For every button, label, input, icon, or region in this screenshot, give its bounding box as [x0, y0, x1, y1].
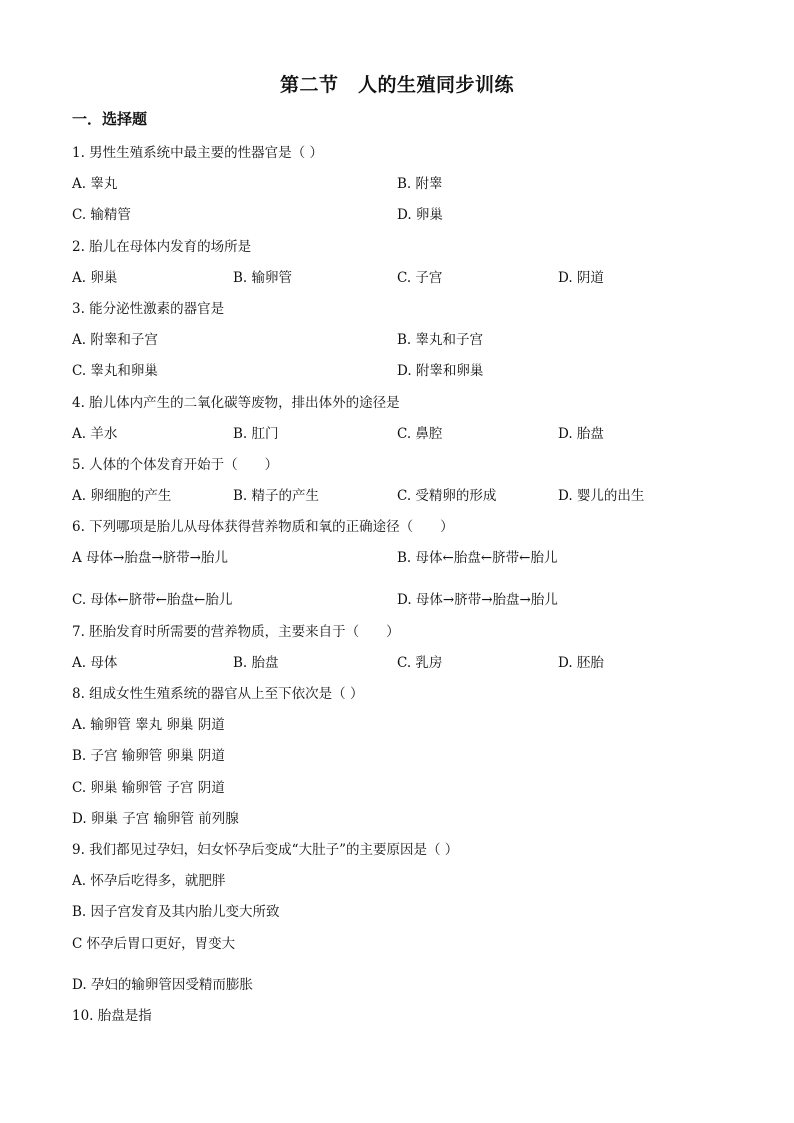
- question-stem: 8. 组成女性生殖系统的器官从上至下依次是（ ）: [72, 686, 364, 702]
- option-d: D. 孕妇的输卵管因受精而膨胀: [72, 977, 253, 993]
- page-title: 第二节 人的生殖同步训练: [279, 74, 514, 96]
- option-a: A. 附睾和子宫: [72, 332, 158, 348]
- option-b: B. 睾丸和子宫: [397, 332, 484, 348]
- option-c: C. 输精管: [72, 207, 131, 223]
- option-d: D. 附睾和卵巢: [397, 363, 484, 379]
- option-a: A 母体→胎盘→脐带→胎儿: [72, 550, 228, 566]
- option-b: B. 因子宫发育及其内胎儿变大所致: [72, 904, 280, 920]
- option-b: B. 母体←胎盘←脐带←胎儿: [397, 550, 558, 566]
- option-d: D. 卵巢: [397, 207, 443, 223]
- question-stem: 3. 能分泌性激素的器官是: [72, 301, 225, 317]
- option-d: D. 婴儿的出生: [558, 488, 645, 504]
- question-stem: 9. 我们都见过孕妇，妇女怀孕后变成“大肚子”的主要原因是（ ）: [72, 842, 459, 858]
- option-c: C. 卵巢 输卵管 子宫 阴道: [72, 780, 225, 796]
- option-c: C. 受精卵的形成: [397, 488, 497, 504]
- option-d: D. 卵巢 子宫 输卵管 前列腺: [72, 811, 239, 827]
- option-c: C. 母体←脐带←胎盘←胎儿: [72, 592, 233, 608]
- question-stem: 4. 胎儿体内产生的二氧化碳等废物，排出体外的途径是: [72, 395, 400, 411]
- option-a: A. 卵细胞的产生: [72, 488, 172, 504]
- option-b: B. 输卵管: [233, 270, 293, 286]
- option-a: A. 母体: [72, 655, 118, 671]
- option-b: B. 精子的产生: [233, 488, 320, 504]
- question-stem: 6. 下列哪项是胎儿从母体获得营养物质和氧的正确途径（ ）: [72, 519, 454, 535]
- option-a: A. 睾丸: [72, 176, 118, 192]
- question-stem: 7. 胚胎发育时所需要的营养物质，主要来自于（ ）: [72, 624, 400, 640]
- option-c: C 怀孕后胃口更好，胃变大: [72, 936, 236, 952]
- option-c: C. 子宫: [397, 270, 443, 286]
- section-heading: 一．选择题: [72, 110, 148, 128]
- option-d: D. 胎盘: [558, 426, 604, 442]
- option-b: B. 肛门: [233, 426, 279, 442]
- question-stem: 5. 人体的个体发育开始于（ ）: [72, 457, 279, 473]
- option-a: A. 输卵管 睾丸 卵巢 阴道: [72, 717, 225, 733]
- option-b: B. 子宫 输卵管 卵巢 阴道: [72, 748, 225, 764]
- question-stem: 1. 男性生殖系统中最主要的性器官是（ ）: [72, 145, 323, 161]
- option-c: C. 乳房: [397, 655, 443, 671]
- option-b: B. 附睾: [397, 176, 443, 192]
- option-d: D. 胚胎: [558, 655, 604, 671]
- option-d: D. 阴道: [558, 270, 604, 286]
- question-stem: 10. 胎盘是指: [72, 1008, 152, 1024]
- option-a: A. 卵巢: [72, 270, 118, 286]
- option-a: A. 怀孕后吃得多，就肥胖: [72, 873, 226, 889]
- option-a: A. 羊水: [72, 426, 118, 442]
- option-c: C. 睾丸和卵巢: [72, 363, 158, 379]
- option-b: B. 胎盘: [233, 655, 279, 671]
- option-d: D. 母体→脐带→胎盘→胎儿: [397, 592, 558, 608]
- option-c: C. 鼻腔: [397, 426, 443, 442]
- question-stem: 2. 胎儿在母体内发育的场所是: [72, 239, 252, 255]
